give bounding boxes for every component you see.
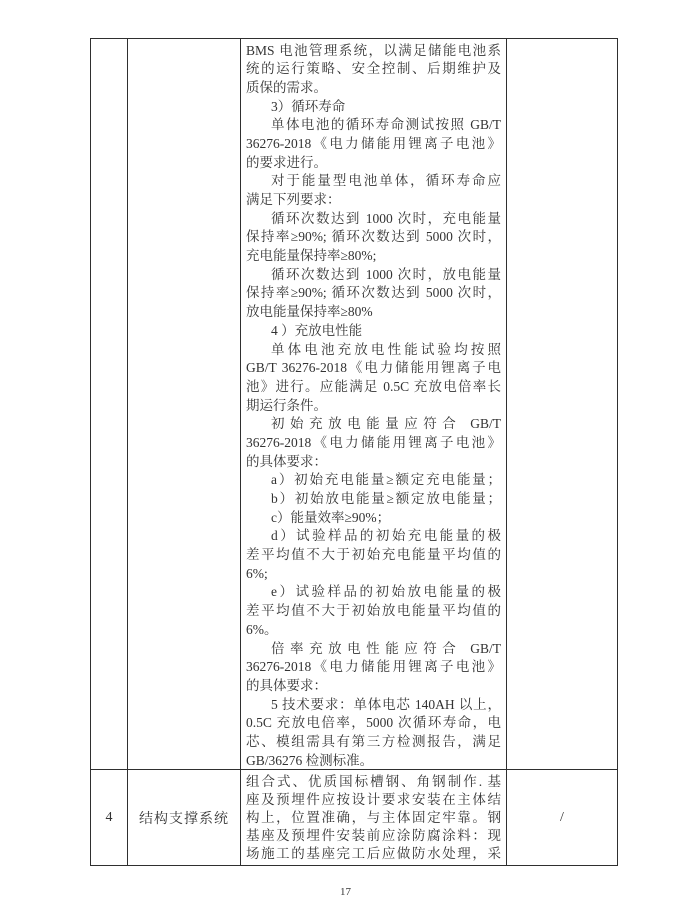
- spec-text-line: 差平均值不大于初始充电能量平均值的: [246, 547, 501, 563]
- spec-description-cell: [241, 39, 507, 770]
- remark-cell: /: [507, 770, 618, 866]
- spec-text-line: 6%;: [246, 565, 268, 581]
- table-row-4: [91, 770, 618, 866]
- spec-text-line: GB/T 36276-2018《电力储能用锂离子电: [246, 360, 501, 376]
- spec-text-line: 统的运行策略、安全控制、后期维护及: [246, 61, 501, 77]
- system-name-cell: 结构支撑系统: [128, 770, 241, 866]
- spec-text-line: 单体电池充放电性能试验均按照: [271, 341, 501, 357]
- spec-text-line: b）初始放电能量≥额定放电能量；: [271, 491, 501, 506]
- spec-text-line: 组合式、优质国标槽钢、角钢制作. 基: [246, 774, 501, 789]
- spec-text-line: 初始充放电能量应符合 GB/T: [271, 416, 501, 432]
- row-number-cell: [91, 39, 128, 770]
- spec-text-line: 对于能量型电池单体，循环寿命应: [271, 173, 501, 189]
- spec-text-line: 36276-2018《电力储能用锂离子电池》: [246, 434, 501, 450]
- spec-text-line: 36276-2018《电力储能用锂离子电池》: [246, 659, 501, 675]
- spec-text-line: 池》进行。应能满足 0.5C 充放电倍率长: [246, 378, 501, 394]
- spec-text-line: 0.5C 充放电倍率，5000 次循环寿命，电: [246, 715, 501, 731]
- spec-text-line: 的具体要求：: [246, 453, 327, 469]
- spec-text-line: 的要求进行。: [246, 154, 327, 170]
- spec-text-line: 满足下列要求：: [246, 192, 341, 207]
- spec-text-line: 循环次数达到 1000 次时，放电能量: [271, 266, 501, 282]
- spec-text-line: 6%。: [246, 621, 278, 637]
- spec-text-line: d）试验样品的初始充电能量的极: [271, 528, 501, 544]
- spec-text-line: 单体电池的循环寿命测试按照 GB/T: [271, 117, 501, 133]
- table-row-continued: [91, 39, 618, 770]
- spec-text-line: 4 ）充放电性能: [271, 322, 363, 338]
- spec-description-cell: [241, 770, 507, 866]
- spec-text-line: 保持率≥90%; 循环次数达到 5000 次时，: [246, 285, 501, 301]
- spec-text-line: 充电能量保持率≥80%;: [246, 248, 377, 264]
- spec-text-line: 3）循环寿命: [271, 98, 346, 114]
- spec-text-line: 的具体要求：: [246, 677, 327, 693]
- system-name-cell: [128, 39, 241, 770]
- spec-text-line: 循环次数达到 1000 次时，充电能量: [271, 210, 501, 226]
- spec-text-line: 保持率≥90%; 循环次数达到 5000 次时，: [246, 229, 501, 245]
- remark-cell: [507, 39, 618, 770]
- spec-text-line: 放电能量保持率≥80%: [246, 304, 373, 320]
- spec-description-text: [241, 40, 506, 769]
- spec-text-line: c）能量效率≥90%；: [271, 509, 391, 525]
- spec-text-line: 倍率充放电性能应符合 GB/T: [271, 640, 501, 656]
- spec-table: [90, 38, 618, 866]
- page-number: 17: [340, 886, 351, 898]
- spec-text-line: 5 技术要求：单体电芯 140AH 以上，: [271, 696, 501, 712]
- spec-text-line: e）试验样品的初始放电能量的极: [271, 584, 501, 600]
- spec-text-line: 座及预埋件应按设计要求安装在主体结: [246, 792, 501, 807]
- spec-text-line: a）初始充电能量≥额定充电能量；: [271, 472, 501, 488]
- spec-text-line: 场施工的基座完工后应做防水处理，采: [246, 846, 501, 861]
- spec-description-text: [241, 770, 506, 865]
- spec-text-line: 36276-2018《电力储能用锂离子电池》: [246, 135, 501, 151]
- row-number-cell: 4: [91, 770, 128, 866]
- spec-text-line: BMS 电池管理系统，以满足储能电池系: [246, 42, 501, 58]
- spec-text-line: 构上，位置准确，与主体固定牢靠。钢: [246, 810, 501, 825]
- spec-text-line: GB/36276 检测标准。: [246, 752, 374, 768]
- spec-text-line: 质保的需求。: [246, 79, 327, 95]
- spec-text-line: 基座及预埋件安装前应涂防腐涂料：现: [246, 828, 501, 843]
- spec-text-line: 期运行条件。: [246, 397, 327, 413]
- spec-table-body: [91, 39, 618, 866]
- spec-text-line: 差平均值不大于初始放电能量平均值的: [246, 603, 501, 619]
- spec-text-line: 芯、模组需具有第三方检测报告，满足: [246, 733, 501, 749]
